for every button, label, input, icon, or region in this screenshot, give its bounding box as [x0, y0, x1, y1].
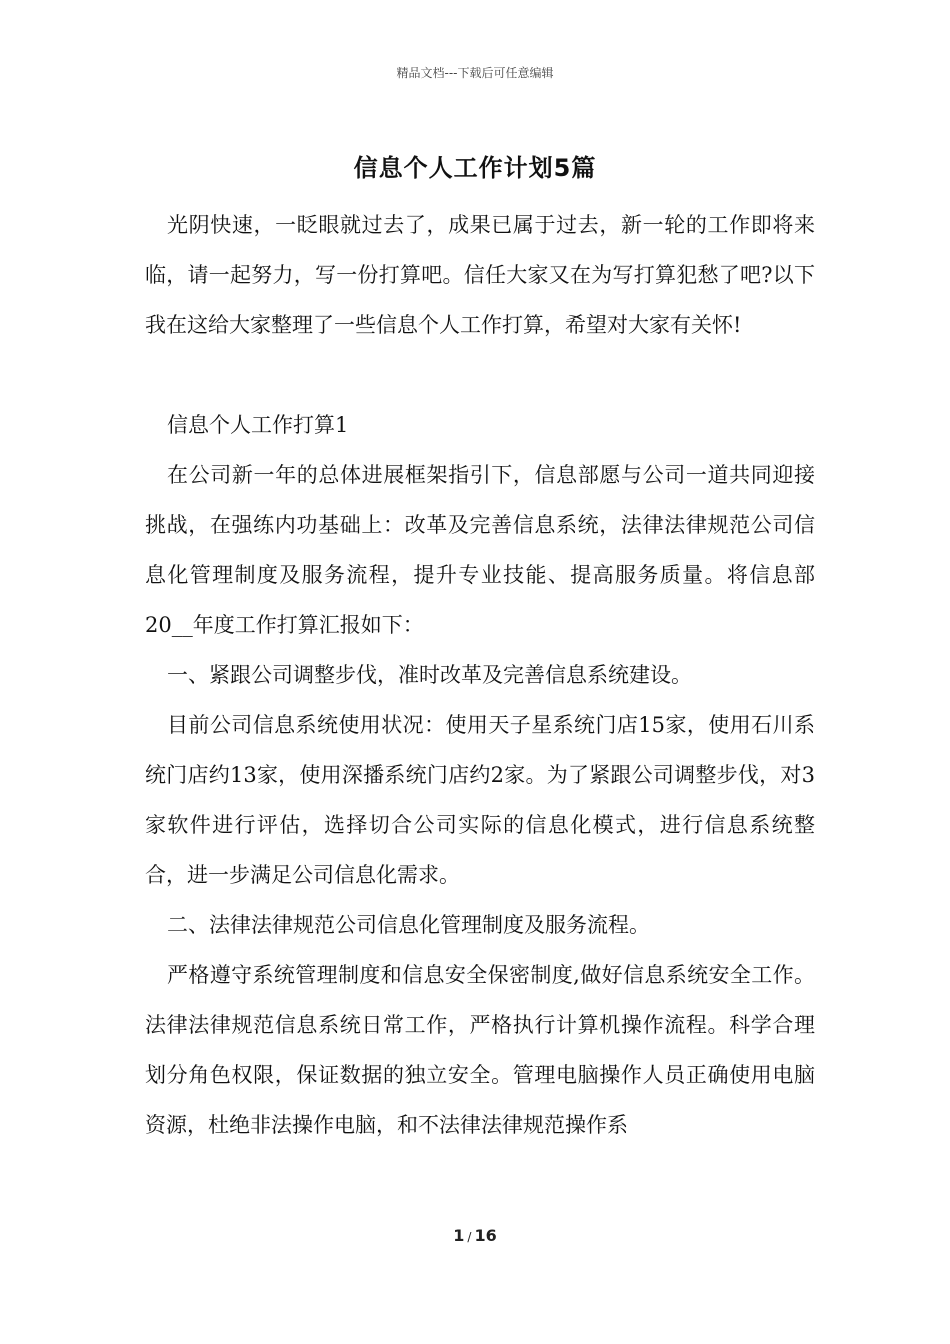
section-heading: 信息个人工作打算1 — [167, 413, 349, 437]
intro-paragraph: 光阴快速，一眨眼就过去了，成果已属于过去，新一轮的工作即将来临，请一起努力，写一份打算吧。信任大家又在为写打算犯愁了吧?以下我在这给大家整理了一些信息个人工作打算，希望对大家有关怀! — [145, 213, 815, 337]
subsection-heading: 一、紧跟公司调整步伐，准时改革及完善信息系统建设。 — [167, 663, 692, 687]
document-body — [145, 200, 815, 1150]
current-page-number: 1 — [453, 1226, 465, 1245]
body-paragraph: 严格遵守系统管理制度和信息安全保密制度,做好信息系统安全工作。法律法律规范信息系统日常工作，严格执行计算机操作流程。科学合理划分角色权限，保证数据的独立安全。管理电脑操作人员正确使用电脑资源，杜绝非法操作电脑，和不法律法律规范操作系 — [145, 963, 815, 1137]
body-paragraph: 在公司新一年的总体进展框架指引下，信息部愿与公司一道共同迎接挑战，在强练内功基础上：改革及完善信息系统，法律法律规范公司信息化管理制度及服务流程，提升专业技能、提高服务质量。将信息部20__年度工作打算汇报如下： — [145, 463, 815, 637]
total-page-count: 16 — [474, 1226, 497, 1245]
page-separator: / — [467, 1230, 472, 1244]
subsection-heading: 二、法律法律规范公司信息化管理制度及服务流程。 — [167, 913, 650, 937]
document-title: 信息个人工作计划5篇 — [353, 154, 597, 182]
page-number — [0, 1226, 950, 1245]
body-paragraph: 目前公司信息系统使用状况：使用天子星系统门店15家，使用石川系统门店约13家，使用深播系统门店约2家。为了紧跟公司调整步伐，对3家软件进行评估，选择切合公司实际的信息化模式，进行信息系统整合，进一步满足公司信息化需求。 — [145, 713, 815, 887]
page-header: 精品文档---下载后可任意编辑 — [396, 66, 554, 80]
